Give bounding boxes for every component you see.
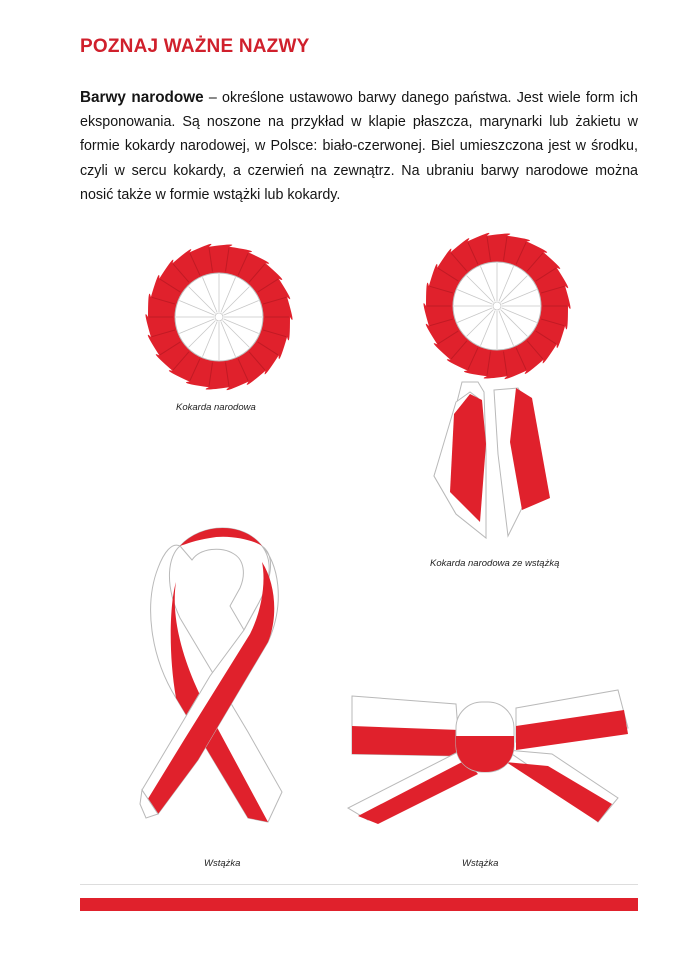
term-barwy-narodowe: Barwy narodowe xyxy=(80,89,204,106)
ribbon-bow-illustration xyxy=(348,684,638,826)
definition-paragraph xyxy=(80,86,638,207)
definition-text: – określone ustawowo barwy danego państwa. Jest wiele form ich eksponowania. Są noszone na przykład w klapie płaszcza, marynarki lub żakietu w formie kokardy narodowej, w Polsce: biało-czerwonej. Biel umieszczona jest w środku, czyli w sercu kokardy, a czerwień na zewnątrz. Na ubraniu barwy narodowe można nosić także w formie wstążki lub kokardy. xyxy=(80,90,639,203)
cockade-rosette xyxy=(423,233,570,379)
cockade-caption: Kokarda narodowa xyxy=(176,402,256,413)
cockade-center-dot xyxy=(215,313,223,321)
flag-stripe-red xyxy=(80,898,638,911)
cockade-center-dot xyxy=(493,302,501,310)
cockade-illustration xyxy=(138,236,300,398)
cockade-tails xyxy=(434,382,550,538)
ribbon-loop-caption: Wstążka xyxy=(204,858,241,869)
flag-stripe-white xyxy=(80,884,638,899)
ribbon-bow xyxy=(348,690,628,824)
cockade-rosette xyxy=(145,244,292,390)
ribbon-loop-illustration xyxy=(136,522,288,822)
ribbon-loop xyxy=(140,528,282,822)
cockade-with-ribbon-caption: Kokarda narodowa ze wstążką xyxy=(430,558,560,569)
ribbon-bow-caption: Wstążka xyxy=(462,858,499,869)
page-title: POZNAJ WAŻNE NAZWY xyxy=(80,36,310,57)
cockade-with-ribbon-illustration xyxy=(410,222,586,542)
